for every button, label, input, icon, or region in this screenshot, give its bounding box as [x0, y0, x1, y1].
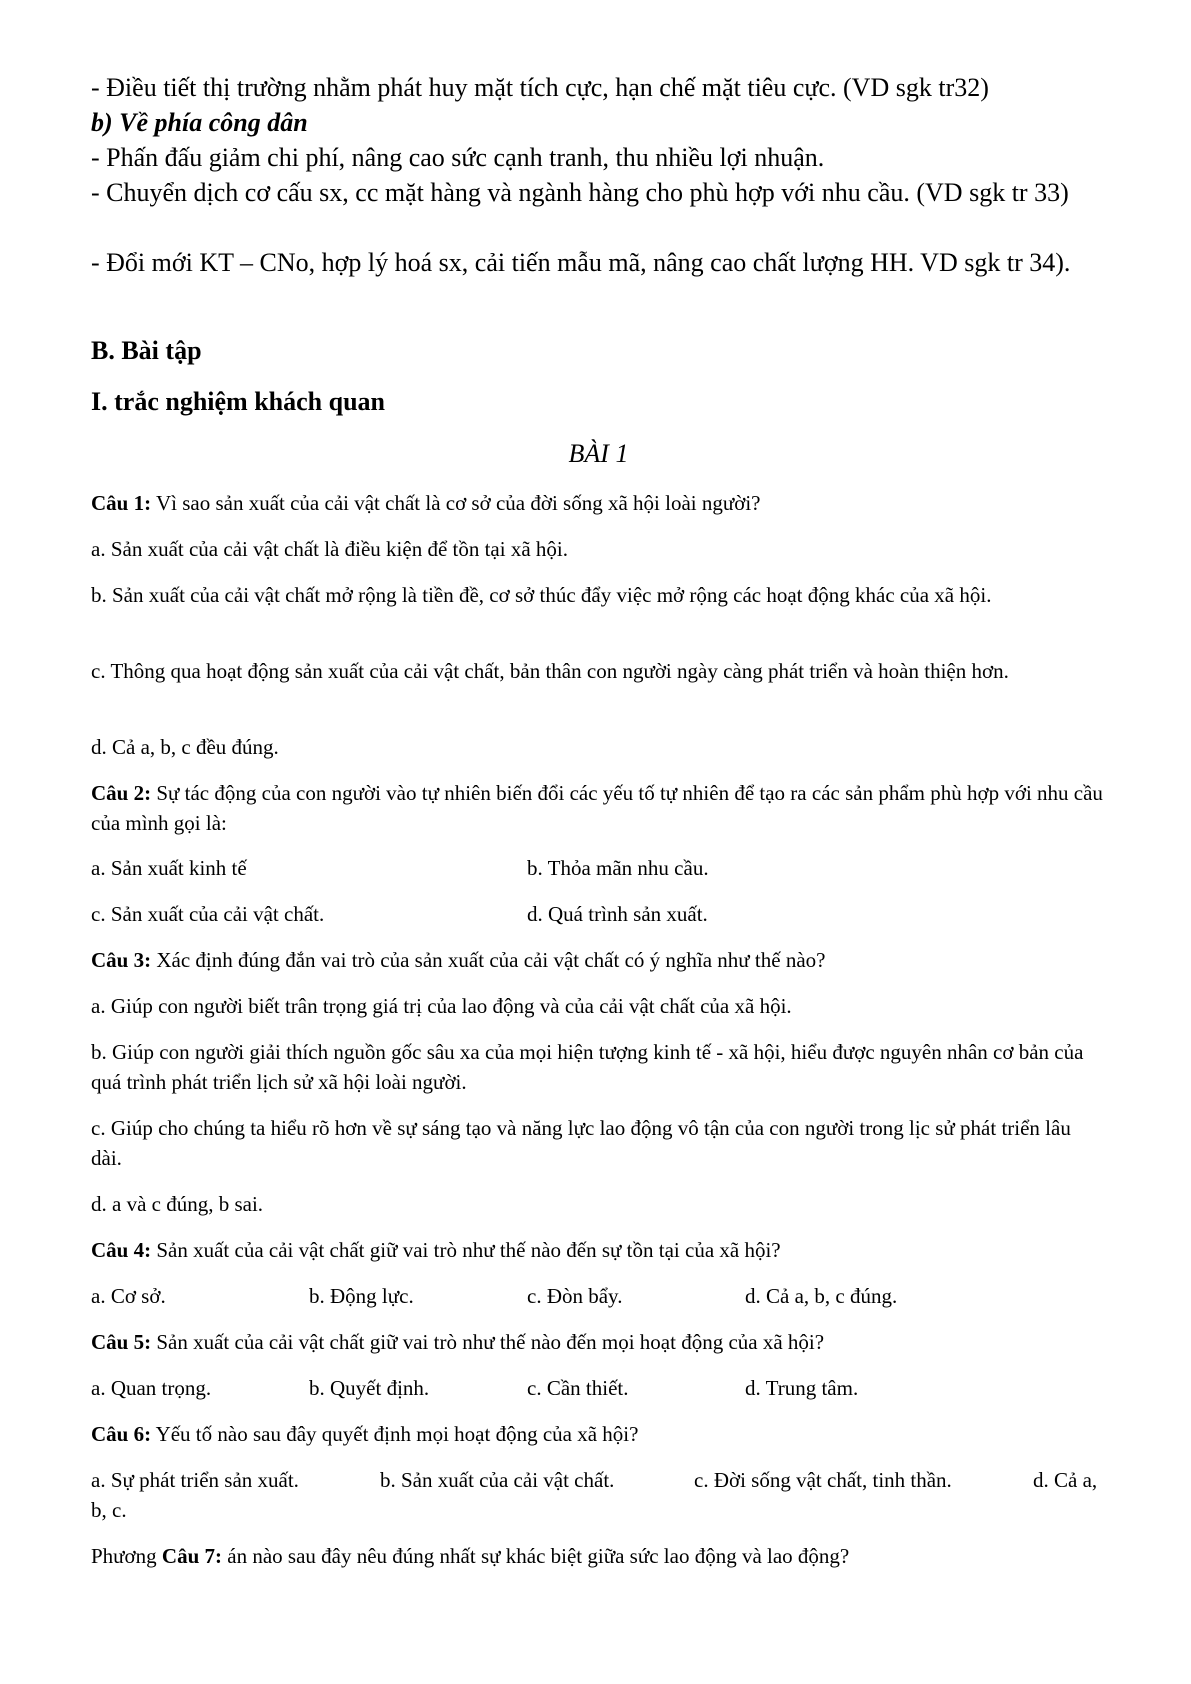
- heading-citizen-side: b) Về phía công dân: [91, 108, 308, 137]
- question-1-text: Vì sao sản xuất của cải vật chất là cơ sở của đời sống xã hội loài người?: [151, 491, 761, 515]
- question-2-label: Câu 2:: [91, 781, 152, 805]
- question-1-label: Câu 1:: [91, 491, 152, 515]
- q3-option-d: d. a và c đúng, b sai.: [91, 1192, 264, 1216]
- question-5-label: Câu 5:: [91, 1330, 152, 1354]
- section-i-heading: I. trắc nghiệm khách quan: [91, 387, 385, 416]
- q5-option-a: a. Quan trọng.: [91, 1376, 212, 1400]
- upper-line-2: - Phấn đấu giảm chi phí, nâng cao sức cạnh tranh, thu nhiều lợi nhuận.: [91, 143, 825, 172]
- question-7-text: án nào sau đây nêu đúng nhất sự khác biệt giữa sức lao động và lao động?: [222, 1544, 850, 1568]
- q1-option-b: b. Sản xuất của cải vật chất mở rộng là tiền đề, cơ sở thúc đẩy việc mở rộng các hoạt động khác của xã hội.: [91, 583, 992, 607]
- q6-option-b: b. Sản xuất của cải vật chất.: [380, 1468, 615, 1492]
- question-1: [91, 488, 1106, 518]
- section-b-heading: B. Bài tập: [91, 336, 202, 365]
- q6-option-a: a. Sự phát triển sản xuất.: [91, 1468, 299, 1492]
- question-2-text: Sự tác động của con người vào tự nhiên biến đổi các yếu tố tự nhiên để tạo ra các sản phẩm phù hợp với nhu cầu của mình gọi là:: [91, 781, 1103, 835]
- q2-option-a: a. Sản xuất kinh tế: [91, 856, 247, 880]
- question-6-text: Yếu tố nào sau đây quyết định mọi hoạt động của xã hội?: [151, 1422, 639, 1446]
- question-5-text: Sản xuất của cải vật chất giữ vai trò như thế nào đến mọi hoạt động của xã hội?: [151, 1330, 825, 1354]
- q1-option-d: d. Cả a, b, c đều đúng.: [91, 735, 279, 759]
- question-7-prefix: Phương: [91, 1544, 162, 1568]
- question-4-text: Sản xuất của cải vật chất giữ vai trò như thế nào đến sự tồn tại của xã hội?: [151, 1238, 781, 1262]
- question-6: [91, 1419, 1106, 1449]
- q6-option-c: c. Đời sống vật chất, tinh thần.: [694, 1468, 952, 1492]
- question-4: [91, 1235, 1106, 1265]
- upper-line-4: - Đổi mới KT – CNo, hợp lý hoá sx, cải tiến mẫu mã, nâng cao chất lượng HH. VD sgk tr 34).: [91, 248, 1071, 277]
- question-3-text: Xác định đúng đắn vai trò của sản xuất của cải vật chất có ý nghĩa như thế nào?: [151, 948, 826, 972]
- q2-option-c: c. Sản xuất của cải vật chất.: [91, 902, 325, 926]
- q5-option-b: b. Quyết định.: [309, 1376, 430, 1400]
- q2-option-b: b. Thỏa mãn nhu cầu.: [527, 856, 709, 880]
- q5-option-d: d. Trung tâm.: [745, 1376, 859, 1400]
- question-2: [91, 778, 1106, 838]
- bai-1-title: BÀI 1: [568, 439, 629, 468]
- question-6-label: Câu 6:: [91, 1422, 152, 1446]
- question-7-label: Câu 7:: [161, 1544, 223, 1568]
- question-3: [91, 945, 1106, 975]
- q1-option-c: c. Thông qua hoạt động sản xuất của cải vật chất, bản thân con người ngày càng phát triển và hoàn thiện hơn.: [91, 659, 1009, 683]
- question-5: [91, 1327, 1106, 1357]
- q6-option-d: d. Cả a,: [1033, 1468, 1098, 1492]
- q4-option-a: a. Cơ sở.: [91, 1284, 166, 1308]
- question-4-label: Câu 4:: [91, 1238, 152, 1262]
- upper-line-1: - Điều tiết thị trường nhằm phát huy mặt tích cực, hạn chế mặt tiêu cực. (VD sgk tr32): [91, 73, 989, 102]
- q2-option-d: d. Quá trình sản xuất.: [527, 902, 708, 926]
- question-3-label: Câu 3:: [91, 948, 152, 972]
- q4-option-b: b. Động lực.: [309, 1284, 414, 1308]
- q6-option-d-continued: b, c.: [91, 1498, 127, 1522]
- q1-option-a: a. Sản xuất của cải vật chất là điều kiện để tồn tại xã hội.: [91, 537, 568, 561]
- q3-option-a: a. Giúp con người biết trân trọng giá trị của lao động và của cải vật chất của xã hội.: [91, 994, 792, 1018]
- q4-option-c: c. Đòn bẩy.: [527, 1284, 623, 1308]
- q5-option-c: c. Cần thiết.: [527, 1376, 629, 1400]
- q3-option-b: b. Giúp con người giải thích nguồn gốc sâu xa của mọi hiện tượng kinh tế - xã hội, hiểu được nguyên nhân cơ bản của quá trình phát triển lịch sử xã hội loài người.: [91, 1040, 1084, 1094]
- q4-option-d: d. Cả a, b, c đúng.: [745, 1284, 898, 1308]
- question-7: [91, 1541, 1106, 1571]
- upper-line-3: - Chuyển dịch cơ cấu sx, cc mặt hàng và ngành hàng cho phù hợp với nhu cầu. (VD sgk tr 33): [91, 178, 1069, 207]
- q3-option-c: c. Giúp cho chúng ta hiểu rõ hơn về sự sáng tạo và năng lực lao động vô tận của con người trong lịc sử phát triển lâu dài.: [91, 1116, 1071, 1170]
